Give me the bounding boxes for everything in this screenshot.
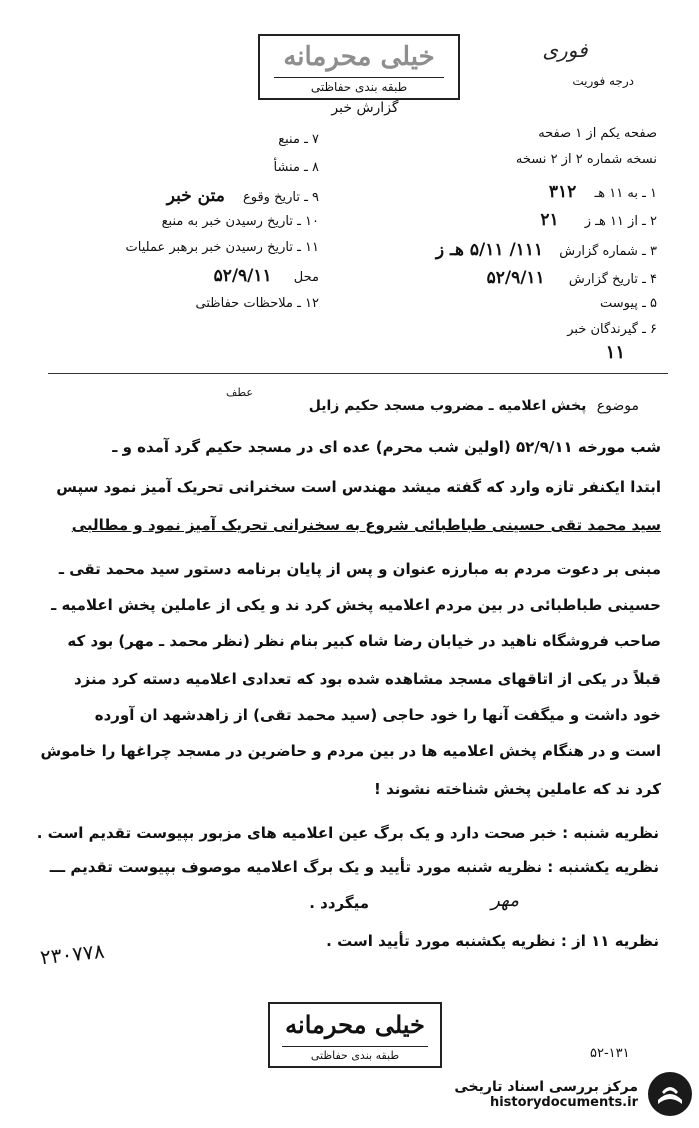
field-report-date [487,268,657,288]
field-event-date [167,186,319,206]
body-line: مبنی بر دعوت مردم به مبارزه عنوان و پس از پایان برنامه دستور سید محمد تقی ـ [58,560,661,578]
classification-stamp: خیلی محرمانه [285,1010,425,1039]
classification-label: طبقه بندی حفاظتی [282,1046,428,1062]
body-line: حسینی طباطبائی در بین مردم اعلامیه پخش کرد ند و یکی از عاملین پخش اعلامیه ـ [51,596,661,614]
field-page-count [538,126,657,141]
field-label: ۸ ـ منشأ [273,160,319,175]
field-source [278,132,319,147]
field-copy-number [516,152,657,167]
field-label: ۱۱ ـ تاریخ رسیدن خبر برهبر عملیات [125,240,319,255]
field-label: ۶ ـ گیرندگان خبر [567,322,657,337]
field-date-to-source [162,214,319,229]
note-line: نظریه ۱۱ از : نظریه یکشنبه مورد تأیید است . [326,932,659,950]
field-label: ۱۲ ـ ملاحظات حفاظتی [195,296,319,311]
priority-label: درجه فوریت [572,74,634,88]
body-line: شب مورخه ۵۲/۹/۱۱ (اولین شب محرم) عده ای در مسجد حکیم گرد آمده و ـ [112,438,661,456]
field-value: ۲۱ [540,210,559,230]
divider-line [48,373,668,374]
field-value: ۵۲/۹/۱۱ [486,268,545,288]
subject-superscript: عطف [226,386,253,399]
field-label: ۵ ـ پیوست [600,296,657,311]
field-security-notes [196,296,319,311]
body-line: صاحب فروشگاه ناهید در خیابان رضا شاه کبیر بنام نظر (نظر محمد ـ مهر) بود که [67,632,661,650]
field-value: ۳۱۲ [548,182,577,202]
field-label: ۷ ـ منبع [278,132,319,147]
body-line: قبلاً در یکی از اتاقهای مسجد مشاهده شده بود که تعدادی اعلامیه دسته کرد منزد [73,670,661,688]
subject-row [119,386,639,414]
field-value: متن خبر [166,186,225,206]
field-label: ۴ ـ تاریخ گزارش [568,272,657,287]
body-line: ابتدا ایکنفر تازه وارد که گفته میشد مهندس است سخنرانی تحریک آمیز نمود سپس [56,478,661,496]
body-line: خود داشت و میگفت آنها را خود حاجی (سید محمد تقی) از زاهدشهد ان آورده [94,706,661,724]
field-attachment [600,296,657,311]
field-label: محل [293,270,319,285]
book-logo-icon [646,1070,694,1118]
document-code: ۵۲-۱۳۱ [590,1046,630,1061]
field-value: ۵۲/۹/۱۱ [213,266,272,286]
field-place [214,266,319,286]
field-label: صفحه یکم از ۱ صفحه [538,126,657,141]
subject-text: پخش اعلامیه ـ مضروب مسجد حکیم زایل [308,398,587,414]
field-from [540,210,657,230]
field-recipients [567,322,657,337]
handwritten-number: ۲۳۰۷۷۸ [38,938,106,970]
note-line: نظریه یکشنبه : نظریه شنبه مورد تأیید و یک برگ اعلامیه موصوف بپیوست تقدیم ـــ [49,858,659,876]
classification-label: طبقه بندی حفاظتی [274,77,444,94]
body-line: است و در هنگام پخش اعلامیه ها در بین مردم و حاضرین در مسجد چراغها را خاموش [40,742,661,760]
signature: مهر [491,890,519,911]
field-to [549,182,657,202]
note-line: نظریه شنبه : خبر صحت دارد و یک برگ عین اعلامیه های مزبور بپیوست تقدیم است . [36,824,659,842]
report-title: گزارش خبر [331,100,399,116]
field-label: ۱۰ ـ تاریخ رسیدن خبر به منبع [161,214,319,229]
field-value: ۱۱۱/ ۵/۱۱ هـ ز [435,240,544,260]
field-origin [273,160,319,175]
field-label: ۹ ـ تاریخ وقوع [242,190,319,205]
field-label: نسخه شماره ۲ از ۲ نسخه [515,152,657,167]
margin-note: ۱۱ [605,342,625,363]
classification-stamp: خیلی محرمانه [283,42,435,72]
note-line: میگردد . [309,894,369,912]
watermark-title: مرکز بررسی اسناد تاریخی [454,1078,638,1095]
watermark [424,1066,694,1122]
classification-box-top [258,34,460,100]
subject-label: موضوع [596,398,639,414]
priority-handwritten: فوری [542,38,588,62]
body-line: سید محمد تقی حسینی طباطبائی شروع به سخنرانی تحریک آمیز نمود و مطالبی [71,516,661,534]
classification-box-bottom [268,1002,442,1068]
watermark-url: historydocuments.ir [489,1094,638,1110]
field-label: ۱ ـ به ۱۱ هـ [594,186,657,201]
field-date-to-leader [126,240,319,255]
field-label: ۲ ـ از ۱۱ هـ ز [584,214,657,229]
field-report-number [436,240,657,260]
field-label: ۳ ـ شماره گزارش [559,244,657,259]
body-line: کرد ند که عاملین پخش شناخته نشوند ! [374,780,661,798]
